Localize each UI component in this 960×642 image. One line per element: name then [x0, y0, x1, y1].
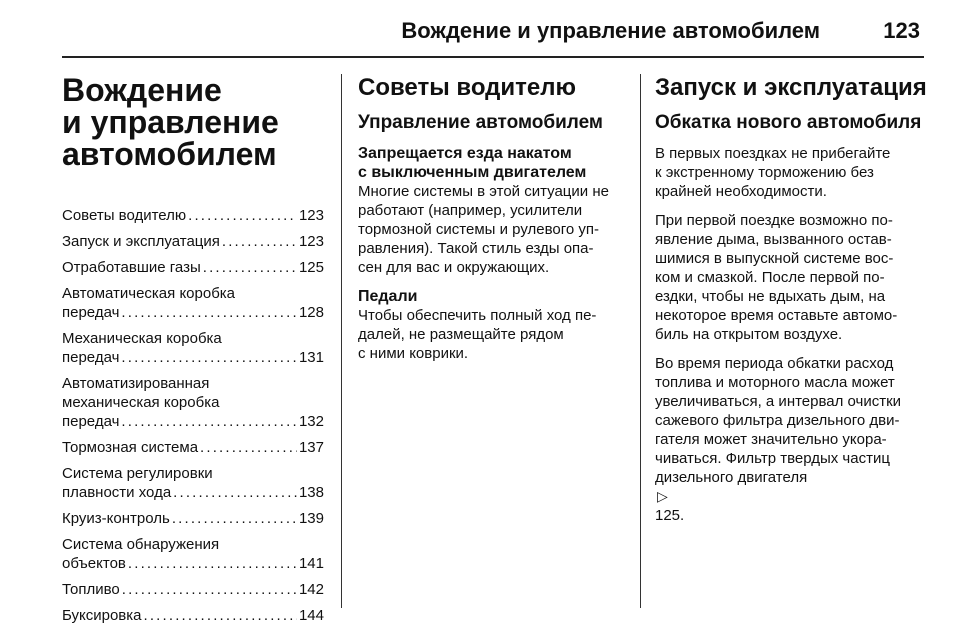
toc-page-number: 128	[298, 304, 324, 321]
text-line: сен для вас и окружающих.	[358, 259, 550, 276]
toc-entry[interactable]	[62, 509, 324, 528]
text-line: шимися в выпускной системе вос-	[655, 250, 894, 267]
paragraph-break-in-2	[655, 211, 927, 344]
toc-leader-dots	[122, 580, 297, 599]
text-line-with-reference	[655, 468, 927, 525]
toc-page-number: 142	[298, 581, 324, 598]
text-fragment: дизельного двигателя	[655, 469, 808, 486]
text-line: ком и смазкой. После первой по-	[655, 269, 885, 286]
toc-entry[interactable]	[62, 580, 324, 599]
toc-leader-dots	[222, 232, 297, 251]
subsection-title-break-in: Обкатка нового автомобиля	[655, 112, 922, 133]
toc-entry-label: Круиз-контроль	[62, 510, 170, 527]
heading-line: Запрещается езда накатом	[358, 145, 572, 162]
toc-leader-dots	[121, 303, 297, 322]
section-title-start-operation: Запуск и эксплуатация	[655, 74, 927, 101]
page-reference-link[interactable]: 125.	[655, 507, 685, 524]
text-line: гателя может значительно укора-	[655, 431, 887, 448]
chapter-column	[62, 74, 324, 632]
toc-entry[interactable]	[62, 258, 324, 277]
toc-entry-label-line: механическая коробка	[62, 394, 220, 411]
toc-page-number: 144	[298, 607, 324, 624]
toc-page-number: 141	[298, 555, 324, 572]
toc-page-number: 123	[298, 207, 324, 224]
toc-entry[interactable]	[62, 206, 324, 225]
toc-entry-label: Тормозная система	[62, 439, 199, 456]
toc-entry-label: Запуск и эксплуатация	[62, 233, 220, 250]
start-operation-column	[655, 74, 927, 535]
paragraph-no-coasting	[358, 182, 624, 277]
toc-entry-label: плавности хода	[62, 484, 172, 501]
toc-entry-label-line: Система регулировки	[62, 465, 213, 482]
heading-pedals: Педали	[358, 288, 418, 305]
page-header-title: Вождение и управление автомобилем	[401, 18, 820, 43]
toc-entry-label-line: Механическая коробка	[62, 330, 222, 347]
page-reference-arrow-icon: ▷	[657, 488, 668, 504]
toc-entry[interactable]	[62, 374, 324, 431]
text-line: явление дыма, вызванного остав-	[655, 231, 892, 248]
heading-line: с выключенным двигателем	[358, 164, 587, 181]
toc-entry-label: объектов	[62, 555, 126, 572]
toc-entry-label-line: Система обнаружения	[62, 536, 220, 553]
text-line: работают (например, усилители	[358, 202, 583, 219]
chapter-title	[62, 74, 324, 170]
toc-page-number: 139	[298, 510, 324, 527]
text-line: При первой поездке возможно по-	[655, 212, 893, 229]
toc-entry[interactable]	[62, 329, 324, 367]
toc-page-number: 138	[298, 484, 324, 501]
toc-entry-label: передач	[62, 349, 120, 366]
text-line: ездки, чтобы не вдыхать дым, на	[655, 288, 886, 305]
toc-leader-dots	[121, 348, 297, 367]
text-line: равления). Такой стиль езды опа-	[358, 240, 594, 257]
toc-entry[interactable]	[62, 606, 324, 625]
toc-entry[interactable]	[62, 232, 324, 251]
toc-entry-label: Советы водителю	[62, 207, 187, 224]
toc-entry[interactable]	[62, 284, 324, 322]
toc-entry[interactable]	[62, 464, 324, 502]
toc-page-number: 131	[298, 349, 324, 366]
text-line: топлива и моторного масла может	[655, 374, 895, 391]
chapter-title-line: и управление	[62, 104, 279, 140]
paragraph-break-in-1	[655, 144, 927, 201]
toc-entry-label: Отработавшие газы	[62, 259, 201, 276]
driving-tips-column	[358, 74, 624, 373]
toc-entry-label-line: Автоматическая коробка	[62, 285, 236, 302]
toc-leader-dots	[188, 206, 297, 225]
toc-entry-label-line: Автоматизированная	[62, 375, 210, 392]
chapter-title-line: автомобилем	[62, 136, 277, 172]
chapter-title-line: Вождение	[62, 72, 222, 108]
text-line: некоторое время оставьте автомо-	[655, 307, 898, 324]
toc-entry-label: Топливо	[62, 581, 120, 598]
toc-page-number: 132	[298, 413, 324, 430]
toc-page-number: 137	[298, 439, 324, 456]
text-line: к экстренному торможению без	[655, 164, 874, 181]
text-line: Многие системы в этой ситуации не	[358, 183, 609, 200]
text-line: увеличиваться, а интервал очистки	[655, 393, 902, 410]
text-line: сажевого фильтра дизельного дви-	[655, 412, 900, 429]
text-line: тормозной системы и рулевого уп-	[358, 221, 600, 238]
toc-entry-label: передач	[62, 413, 120, 430]
toc-leader-dots	[121, 412, 297, 431]
column-divider-1	[341, 74, 342, 608]
toc-page-number: 125	[298, 259, 324, 276]
column-divider-2	[640, 74, 641, 608]
toc-entry[interactable]	[62, 535, 324, 573]
text-line: В первых поездках не прибегайте	[655, 145, 891, 162]
section-title-driving-tips: Советы водителю	[358, 74, 576, 101]
toc-entry-label: передач	[62, 304, 120, 321]
text-line: чиваться. Фильтр твердых частиц	[655, 450, 890, 467]
toc-entry[interactable]	[62, 438, 324, 457]
header-rule	[62, 56, 924, 58]
toc-leader-dots	[173, 483, 297, 502]
toc-leader-dots	[172, 509, 297, 528]
text-line: далей, не размещайте рядом	[358, 326, 564, 343]
subsection-title-vehicle-control: Управление автомобилем	[358, 112, 603, 133]
text-line: крайней необходимости.	[655, 183, 827, 200]
heading-no-coasting	[358, 144, 624, 182]
toc-leader-dots	[144, 606, 297, 625]
text-line: с ними коврики.	[358, 345, 469, 362]
text-line: Во время периода обкатки расход	[655, 355, 894, 372]
toc-leader-dots	[128, 554, 297, 573]
page-number: 123	[883, 18, 920, 43]
text-line: биль на открытом воздухе.	[655, 326, 843, 343]
toc-page-number: 123	[298, 233, 324, 250]
toc-leader-dots	[203, 258, 297, 277]
paragraph-pedals	[358, 306, 624, 363]
text-line: Чтобы обеспечить полный ход пе-	[358, 307, 597, 324]
toc-entry-label: Буксировка	[62, 607, 142, 624]
table-of-contents	[62, 206, 324, 625]
toc-leader-dots	[200, 438, 297, 457]
paragraph-break-in-3	[655, 354, 927, 525]
